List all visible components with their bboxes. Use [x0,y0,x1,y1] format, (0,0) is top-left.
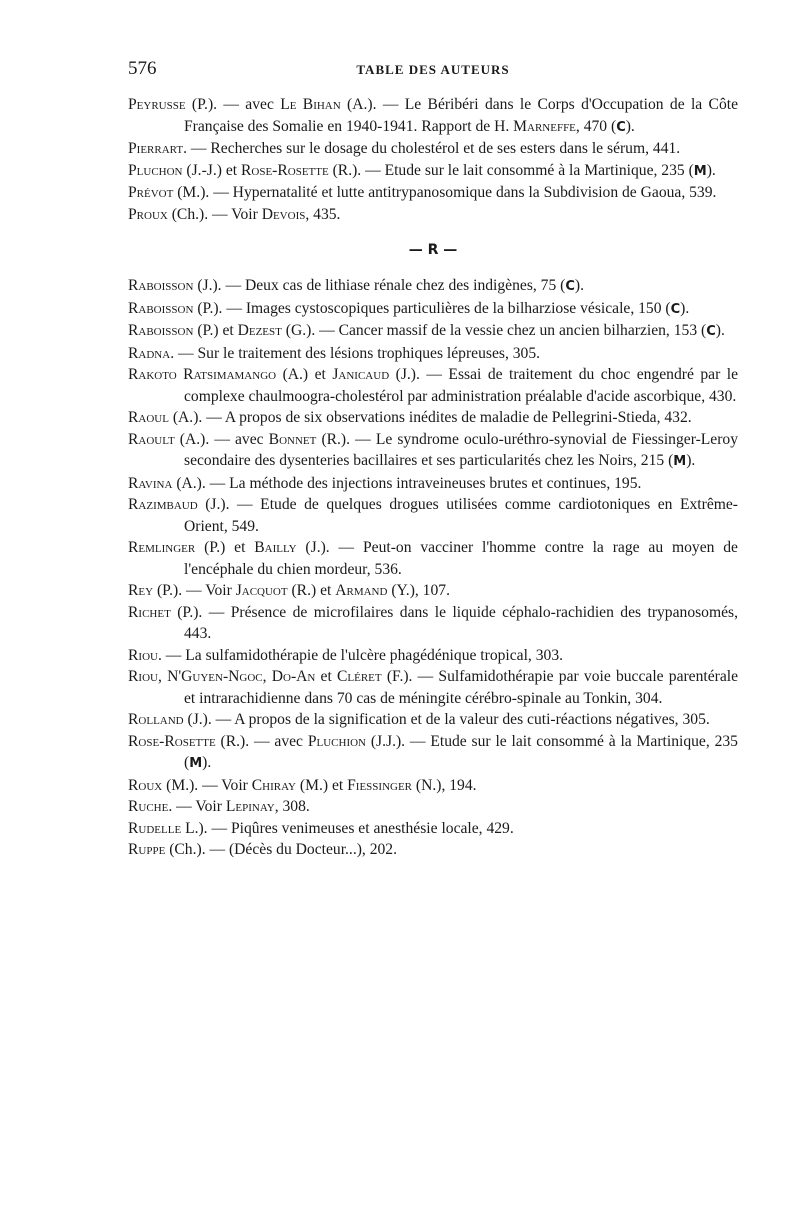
entry-author: Riou [128,646,158,664]
entry-text-part: (F.). — Sulfamidothérapie par voie buccale parentérale et intrarachidienne dans 70 cas de méningite cérébro-spinale au Tonkin, 304. [184,668,739,707]
entry-text: (J.). — Etude de quelques drogues utilisées comme cardiotoniques en Extrême-Orient, 549. [184,496,738,535]
entry-text: . — Sur le traitement des lésions trophiques lépreuses, 305. [170,344,541,362]
entry-text-part: ). [706,161,716,179]
entries-group-p [128,94,738,225]
entry-author: Prévot [128,184,174,201]
entry-author: Proux [128,205,168,223]
entry-author: Ruche [128,798,169,815]
entry-author: Razimbaud [128,496,198,513]
journal-marker: C [616,119,626,135]
coauthor-name: Devois [261,205,306,223]
entry-text-part: (J.). — Essai de traitement du choc engendré par le complexe chaulmoogra-cholestérol par administration préalable d'acide ascorbique, 430. [184,366,738,405]
entry-text: , [157,668,168,685]
index-entry [128,364,738,407]
coauthor-name: Janicaud [332,366,390,383]
entry-author: Raoult [128,430,175,448]
author-index [128,94,738,861]
index-entry [128,494,738,537]
index-entry [128,320,738,343]
entry-text: . — Voir [168,798,226,815]
entry-author: Rakoto Ratsimamango [128,366,277,383]
entry-text: (Ch.). — Voir [167,205,262,223]
entry-text-part: ). [202,754,212,771]
entry-text: (A.). — La méthode des injections intraveineuses brutes et continues, 195. [172,474,642,492]
entry-author: Ravina [128,474,173,492]
entry-text: (P.). — Présence de microfilaires dans le liquide céphalo-rachidien des trypanosomés, 443. [170,603,738,642]
entry-author: Roux [128,776,163,794]
entry-text: (P.). — avec [185,96,281,113]
entry-author: Rudelle [128,819,182,837]
coauthor-name: Dezest [237,322,282,339]
journal-marker: M [673,454,687,469]
entry-text: (J.). — A propos de la signification et de la valeur des cuti-réactions négatives, 305. [183,711,710,728]
index-entry [128,138,738,160]
entry-text-part: (R.). — Le syndrome oculo-uréthro-synovial de Fiessinger-Leroy secondaire des dysenteries bacillaires et ses particularités chez les Noirs, 215 ( [184,430,738,469]
entry-author: Rose-Rosette [128,732,216,750]
coauthor-name: Fiessinger [347,776,413,794]
entry-text-part: et [315,668,337,685]
coauthor-name: Bailly [254,539,297,556]
coauthor-name: Rose-Rosette [240,161,329,179]
entry-text-part: ). [686,452,696,469]
entry-text: (P.). — Images cystoscopiques particulières de la bilharziose vésicale, 150 ( [193,299,671,317]
index-entry [128,473,738,495]
entry-text-part: (N.), 194. [412,776,477,794]
entry-text: (P.) et [193,322,238,339]
index-entry [128,537,738,580]
entry-author: Raboisson [128,277,194,294]
coauthor-name: Pluchion [307,732,366,750]
entries-group-r [128,275,738,861]
entry-author: Rolland [128,711,184,728]
page-header [128,58,738,82]
index-entry [128,731,738,775]
entry-text: (R.). — avec [215,732,308,750]
index-entry [128,343,738,365]
index-entry [128,775,738,797]
entry-text: (Ch.). — (Décès du Docteur...), 202. [165,841,397,858]
entry-text: (A.). — A propos de six observations inédites de maladie de Pellegrini-Stieda, 432. [168,409,692,426]
entry-text-part: ). [680,299,690,317]
coauthor-name: Le Bihan [280,96,341,113]
journal-marker: M [189,756,203,771]
entry-text-part: (J.J.). — Etude sur le lait consommé à la Martinique, 235 ( [184,732,738,771]
coauthor-name: Armand [335,582,388,599]
entry-text: (J.-J.) et [182,161,241,179]
coauthor-name: Lepinay [225,798,275,815]
journal-marker: C [565,279,575,294]
coauthor-name: Bonnet [268,430,317,448]
entry-text: (P.) et [195,539,255,556]
entry-text-part: ). [715,322,725,339]
journal-marker: C [706,324,716,339]
index-entry [128,796,738,818]
index-entry [128,298,738,321]
entry-text: (M.). — Hypernatalité et lutte antitrypanosomique dans la Subdivision de Gaoua, 539. [173,184,717,201]
entry-text: L.). — Piqûres venimeuses et anesthésie locale, 429. [181,819,514,837]
journal-marker: M [693,163,707,179]
coauthor-name: Do-An [271,668,316,685]
entry-text-part: (Y.), 107. [387,582,450,599]
index-entry [128,182,738,204]
index-entry [128,839,738,861]
entry-text: (A.). — avec [174,430,269,448]
entry-author: Remlinger [128,539,196,556]
entry-text-part: (R.) et [287,582,336,599]
entry-text: . — La sulfamidothérapie de l'ulcère phagédénique tropical, 303. [157,646,564,664]
entry-text-part: , 308. [274,798,310,815]
index-entry [128,580,738,602]
entry-author: Pluchon [128,161,183,179]
index-entry [128,602,738,645]
page-number: 576 [128,58,157,79]
index-entry [128,407,738,429]
index-entry [128,275,738,298]
entry-text: (J.). — Deux cas de lithiase rénale chez des indigènes, 75 ( [193,277,566,294]
entry-text-part: (A.). — Le Béribéri dans le Corps d'Occupation de la Côte Française des Somalie en 1940-1941. Rapport de H. [184,96,738,135]
entry-author: Riou [128,668,158,685]
index-entry [128,204,738,226]
index-entry [128,160,738,183]
journal-marker: C [670,301,681,317]
entry-text-part: (J.). — Peut-on vacciner l'homme contre la rage au moyen de l'encéphale du chien mordeur, 536. [184,539,738,578]
coauthor-name: Marneffe [513,117,576,135]
entry-text-part: (M.) et [296,776,348,794]
entry-text-part: , 435. [305,205,341,223]
entry-text-part: ). [574,277,585,294]
entry-text: . — Recherches sur le dosage du cholestérol et de ses esters dans le sérum, 441. [183,140,681,157]
index-entry [128,645,738,667]
coauthor-name: Jacquot [235,582,288,599]
entry-text-part: (G.). — Cancer massif de la vessie chez un ancien bilharzien, 153 ( [281,322,707,339]
entry-author: Raoul [128,409,169,426]
entry-author: Radna [128,344,171,362]
entry-author: Pierrart [128,140,184,157]
coauthor-name: Chiray [251,776,296,794]
index-entry [128,709,738,731]
entry-author: Richet [128,603,171,621]
coauthor-name: Cléret [337,668,382,685]
index-entry [128,818,738,840]
index-entry [128,94,738,138]
entry-author: Ruppe [128,841,166,858]
entry-text-part: (R.). — Etude sur le lait consommé à la Martinique, 235 ( [328,161,694,179]
section-letter-r: — R — [408,242,458,258]
entry-text-part: , [262,668,272,685]
entry-author: Raboisson [128,299,194,317]
entry-text: (M.). — Voir [162,776,252,794]
coauthor-name: N'Guyen-Ngoc [167,668,263,685]
entry-author: Raboisson [128,322,194,339]
entry-text: (P.). — Voir [153,582,236,599]
running-title: TABLE DES AUTEURS [356,62,510,77]
entry-author: Rey [128,582,154,599]
entry-text: (A.) et [276,366,333,383]
entry-text-part: , 470 ( [575,117,617,135]
index-entry [128,666,738,709]
entry-author: Peyrusse [128,96,186,113]
entry-text-part: ). [625,117,635,135]
index-entry [128,429,738,473]
